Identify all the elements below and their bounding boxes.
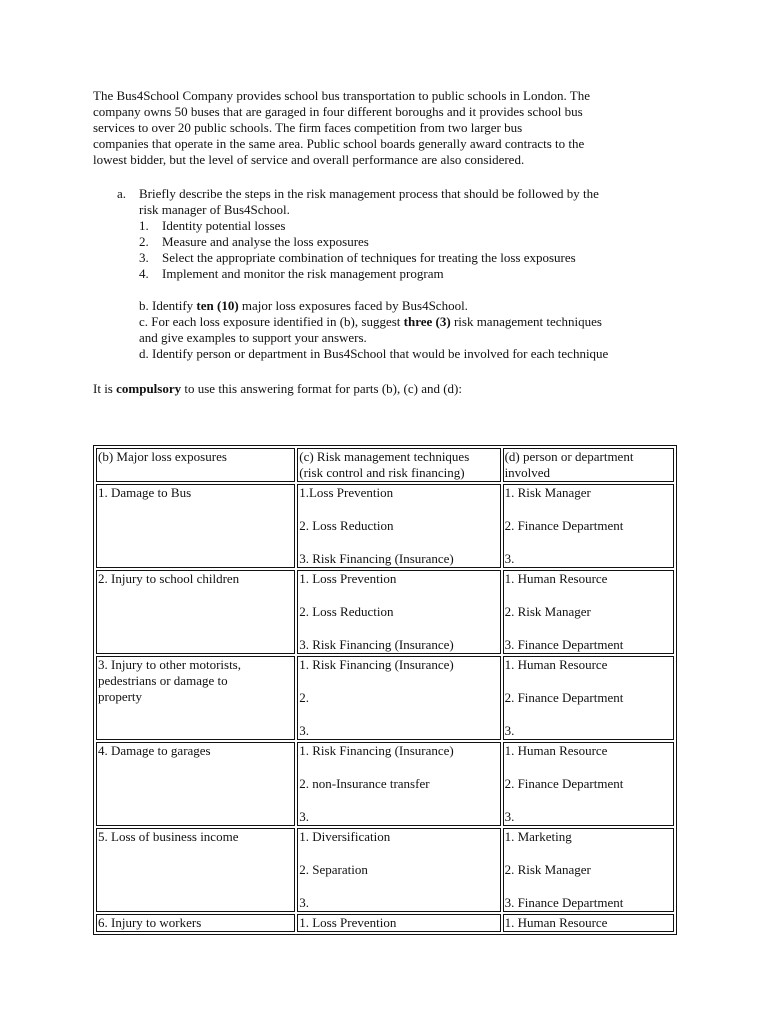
answer-table — [93, 445, 677, 935]
intro-paragraph — [93, 88, 683, 168]
header-techniques: (c) Risk management techniques (risk control and risk financing) — [297, 448, 500, 482]
question-c: c. For each loss exposure identified in (b), suggest three (3) risk management techniques — [139, 314, 602, 329]
departments-cell: 1. Risk Manager 2. Finance Department 3. — [503, 484, 674, 568]
step-text: Implement and monitor the risk management program — [162, 266, 444, 281]
step-number: 1. — [139, 218, 149, 233]
departments-cell: 1. Human Resource 2. Finance Department 3. — [503, 656, 674, 740]
question-d: d. Identify person or department in Bus4School that would be involved for each technique — [139, 346, 609, 361]
exposure-cell: 2. Injury to school children — [96, 570, 295, 654]
techniques-cell: 1.Loss Prevention 2. Loss Reduction 3. Risk Financing (Insurance) — [297, 484, 500, 568]
techniques-cell: 1. Loss Prevention 2. Loss Reduction 3. Risk Financing (Insurance) — [297, 570, 500, 654]
step-text: Identity potential losses — [162, 218, 286, 233]
step-number: 4. — [139, 266, 149, 281]
step-item — [139, 250, 576, 266]
step-text: Measure and analyse the loss exposures — [162, 234, 369, 249]
question-parts — [139, 298, 699, 362]
step-item — [139, 218, 576, 234]
table-row — [96, 742, 674, 826]
techniques-cell: 1. Risk Financing (Insurance) 2. 3. — [297, 656, 500, 740]
intro-line: The Bus4School Company provides school bus transportation to public schools in London. The — [93, 88, 590, 103]
step-number: 3. — [139, 250, 149, 265]
step-text: Select the appropriate combination of techniques for treating the loss exposures — [162, 250, 576, 265]
departments-cell: 1. Human Resource — [503, 914, 674, 932]
table-row — [96, 570, 674, 654]
techniques-cell: 1. Loss Prevention — [297, 914, 500, 932]
question-b: b. Identify ten (10) major loss exposures faced by Bus4School. — [139, 298, 468, 313]
exposure-cell: 3. Injury to other motorists, pedestrians or damage to property — [96, 656, 295, 740]
table-row — [96, 484, 674, 568]
question-a-text: risk manager of Bus4School. — [139, 202, 290, 217]
question-a-label: a. — [117, 186, 127, 201]
format-instruction: It is compulsory to use this answering format for parts (b), (c) and (d): — [93, 381, 462, 396]
intro-line: companies that operate in the same area. Public school boards generally award contracts to the — [93, 136, 585, 151]
header-departments: (d) person or department involved — [503, 448, 674, 482]
question-c-continued: and give examples to support your answers. — [139, 330, 367, 345]
techniques-cell: 1. Diversification 2. Separation 3. — [297, 828, 500, 912]
departments-cell: 1. Human Resource 2. Finance Department 3. — [503, 742, 674, 826]
departments-cell: 1. Marketing 2. Risk Manager 3. Finance Department — [503, 828, 674, 912]
step-item — [139, 266, 576, 282]
risk-process-steps — [139, 218, 576, 282]
step-number: 2. — [139, 234, 149, 249]
intro-line: services to over 20 public schools. The firm faces competition from two larger bus — [93, 120, 523, 135]
techniques-cell: 1. Risk Financing (Insurance) 2. non-Insurance transfer 3. — [297, 742, 500, 826]
question-a-text: Briefly describe the steps in the risk management process that should be followed by the — [139, 186, 599, 201]
departments-cell: 1. Human Resource 2. Risk Manager 3. Finance Department — [503, 570, 674, 654]
table-row — [96, 656, 674, 740]
table-row — [96, 914, 674, 932]
exposure-cell: 5. Loss of business income — [96, 828, 295, 912]
header-exposures: (b) Major loss exposures — [96, 448, 295, 482]
exposure-cell: 6. Injury to workers — [96, 914, 295, 932]
intro-line: company owns 50 buses that are garaged in four different boroughs and it provides school bus — [93, 104, 583, 119]
question-a — [117, 186, 687, 218]
table-row — [96, 828, 674, 912]
intro-line: lowest bidder, but the level of service and overall performance are also considered. — [93, 152, 525, 167]
step-item — [139, 234, 576, 250]
exposure-cell: 4. Damage to garages — [96, 742, 295, 826]
exposure-cell: 1. Damage to Bus — [96, 484, 295, 568]
table-header-row — [96, 448, 674, 482]
